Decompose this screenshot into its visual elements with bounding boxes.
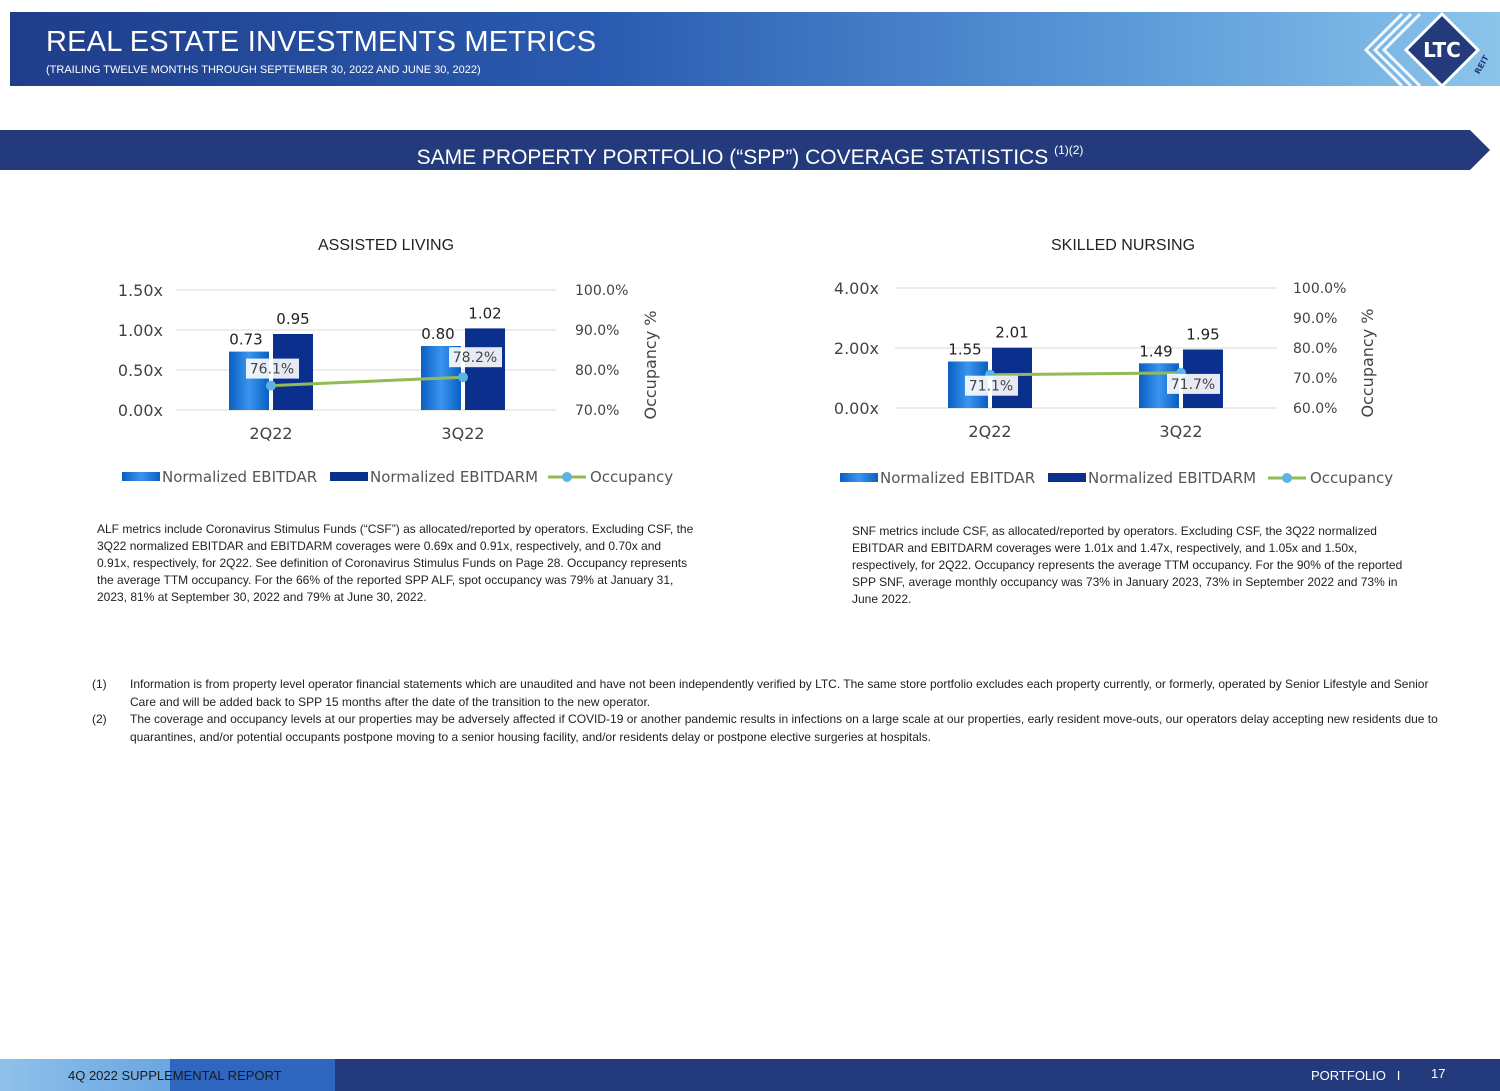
x-tick-label: 3Q22 (441, 424, 485, 443)
legend-swatch-ebitdar (122, 472, 160, 481)
data-label-ebitdar: 1.55 (948, 340, 982, 359)
legend-label: Normalized EBITDARM (370, 468, 539, 486)
legend-swatch-ebitdar (840, 473, 878, 482)
legend-label: Occupancy (1310, 469, 1394, 487)
footer-report-name: 4Q 2022 SUPPLEMENTAL REPORT (68, 1068, 282, 1083)
y-right-tick-label: 70.0% (575, 403, 620, 419)
chart-title-skilled-nursing: SKILLED NURSING (1051, 237, 1196, 254)
data-label-ebitdar: 0.73 (229, 330, 263, 349)
svg-text:REIT: REIT (1472, 53, 1491, 76)
y-left-tick-label: 2.00x (833, 339, 879, 358)
legend-label: Occupancy (590, 468, 674, 486)
occupancy-marker (266, 381, 276, 391)
footnote-1 (92, 676, 1442, 711)
y-right-tick-label: 100.0% (575, 283, 629, 299)
y-right-tick-label: 80.0% (575, 363, 620, 379)
page-title: REAL ESTATE INVESTMENTS METRICS (46, 26, 597, 58)
data-label-ebitdarm: 0.95 (276, 310, 310, 328)
alf-note: ALF metrics include Coronavirus Stimulus Funds (“CSF”) as allocated/reported by operators. Excluding CSF, the 3Q22 normalized EBITDAR and EBITDARM coverages were 0.69x and 0.91x, respectively, and 0.70x and 0.91x, respectively, for 2Q22. See definition of Coronavirus Stimulus Funds on Page 28. Occupancy represents the average TTM occupancy. For the 66% of the reported SPP ALF, spot occupancy was 79% at January 31, 2023, 81% at September 30, 2022 and 79% at June 30, 2022. (97, 522, 694, 604)
y-right-tick-label: 80.0% (1293, 341, 1338, 357)
y-right-tick-label: 60.0% (1293, 401, 1338, 417)
footer-section-name: PORTFOLIO I (1311, 1068, 1401, 1083)
y-left-tick-label: 1.00x (117, 321, 163, 340)
data-label-ebitdarm: 2.01 (995, 323, 1029, 342)
y-right-tick-label: 100.0% (1293, 281, 1347, 297)
footnote-text: Information is from property level operator financial statements which are unaudited and have not been independently verified by LTC. The same store portfolio excludes each property currently, or formerly, operated by Senior Lifestyle and Senior Care and will be added back to SPP 15 months after the date of the transition to the new operator. (130, 677, 1429, 709)
x-tick-label: 3Q22 (1159, 422, 1203, 441)
data-label-ebitdar: 1.49 (1139, 342, 1173, 361)
footnote-number: (2) (92, 712, 107, 726)
data-label-occupancy: 71.7% (1170, 376, 1216, 393)
legend-label: Normalized EBITDAR (880, 469, 1036, 487)
legend-swatch-ebitdarm (1048, 473, 1086, 482)
legend-label: Normalized EBITDARM (1088, 469, 1257, 487)
section-superscript: (1)(2) (1054, 143, 1084, 157)
x-tick-label: 2Q22 (968, 422, 1012, 441)
y-left-tick-label: 0.00x (117, 401, 163, 420)
skilled-nursing-chart (750, 0, 1500, 520)
legend-swatch-ebitdarm (330, 472, 368, 481)
data-label-ebitdarm: 1.95 (1186, 325, 1220, 344)
y-right-axis-label: Occupancy % (1358, 308, 1377, 418)
data-label-ebitdarm: 1.02 (468, 304, 502, 323)
footnote-number: (1) (92, 677, 107, 691)
y-right-tick-label: 70.0% (1293, 371, 1338, 387)
data-label-occupancy: 71.1% (968, 378, 1014, 395)
footnotes (92, 676, 1442, 746)
svg-text:LTC: LTC (1423, 38, 1461, 62)
occupancy-line (990, 373, 1181, 375)
footnote-2 (92, 711, 1442, 746)
data-label-ebitdar: 0.80 (421, 325, 455, 343)
page-subtitle: (TRAILING TWELVE MONTHS THROUGH SEPTEMBER 30, 2022 AND JUNE 30, 2022) (46, 64, 481, 76)
data-label-occupancy: 78.2% (452, 350, 498, 367)
y-left-tick-label: 0.50x (117, 361, 163, 380)
occupancy-marker (458, 372, 468, 382)
legend-marker-occupancy (562, 472, 572, 482)
y-right-axis-label: Occupancy % (641, 310, 660, 420)
legend-marker-occupancy (1282, 473, 1292, 483)
snf-note: SNF metrics include CSF, as allocated/reported by operators. Excluding CSF, the 3Q22 normalized EBITDAR and EBITDARM coverages were 1.01x and 1.47x, respectively, and 1.05x and 1.50x, respectively, for 2Q22. Occupancy represents the average TTM occupancy. For the 90% of the reported SPP SNF, average monthly occupancy was 73% in January 2023, 73% in September 2022 and 73% in June 2022. (852, 524, 1403, 606)
y-left-tick-label: 1.50x (117, 281, 163, 300)
y-right-tick-label: 90.0% (575, 323, 620, 339)
footnote-text: The coverage and occupancy levels at our properties may be adversely affected if COVID-19 or another pandemic results in infections on a large scale at our properties, early resident move-outs, our operators delay accepting new residents due to quarantines, and/or potential occupants postpone moving to a senior housing facility, and/or residents delay or postpone elective surgeries at hospitals. (130, 712, 1438, 744)
assisted-living-chart (0, 0, 750, 520)
y-right-tick-label: 90.0% (1293, 311, 1338, 327)
y-left-tick-label: 4.00x (833, 279, 879, 298)
chart-title-assisted-living: ASSISTED LIVING (318, 237, 455, 254)
page-number: 17 (1431, 1066, 1446, 1081)
bar-normalized-ebitdarm (465, 328, 505, 410)
section-title: SAME PROPERTY PORTFOLIO (“SPP”) COVERAGE STATISTICS $^{(1)(2)}$ (416, 143, 1084, 169)
x-tick-label: 2Q22 (249, 424, 293, 443)
legend-label: Normalized EBITDAR (162, 468, 318, 486)
y-left-tick-label: 0.00x (833, 399, 879, 418)
data-label-occupancy: 76.1% (249, 361, 295, 378)
